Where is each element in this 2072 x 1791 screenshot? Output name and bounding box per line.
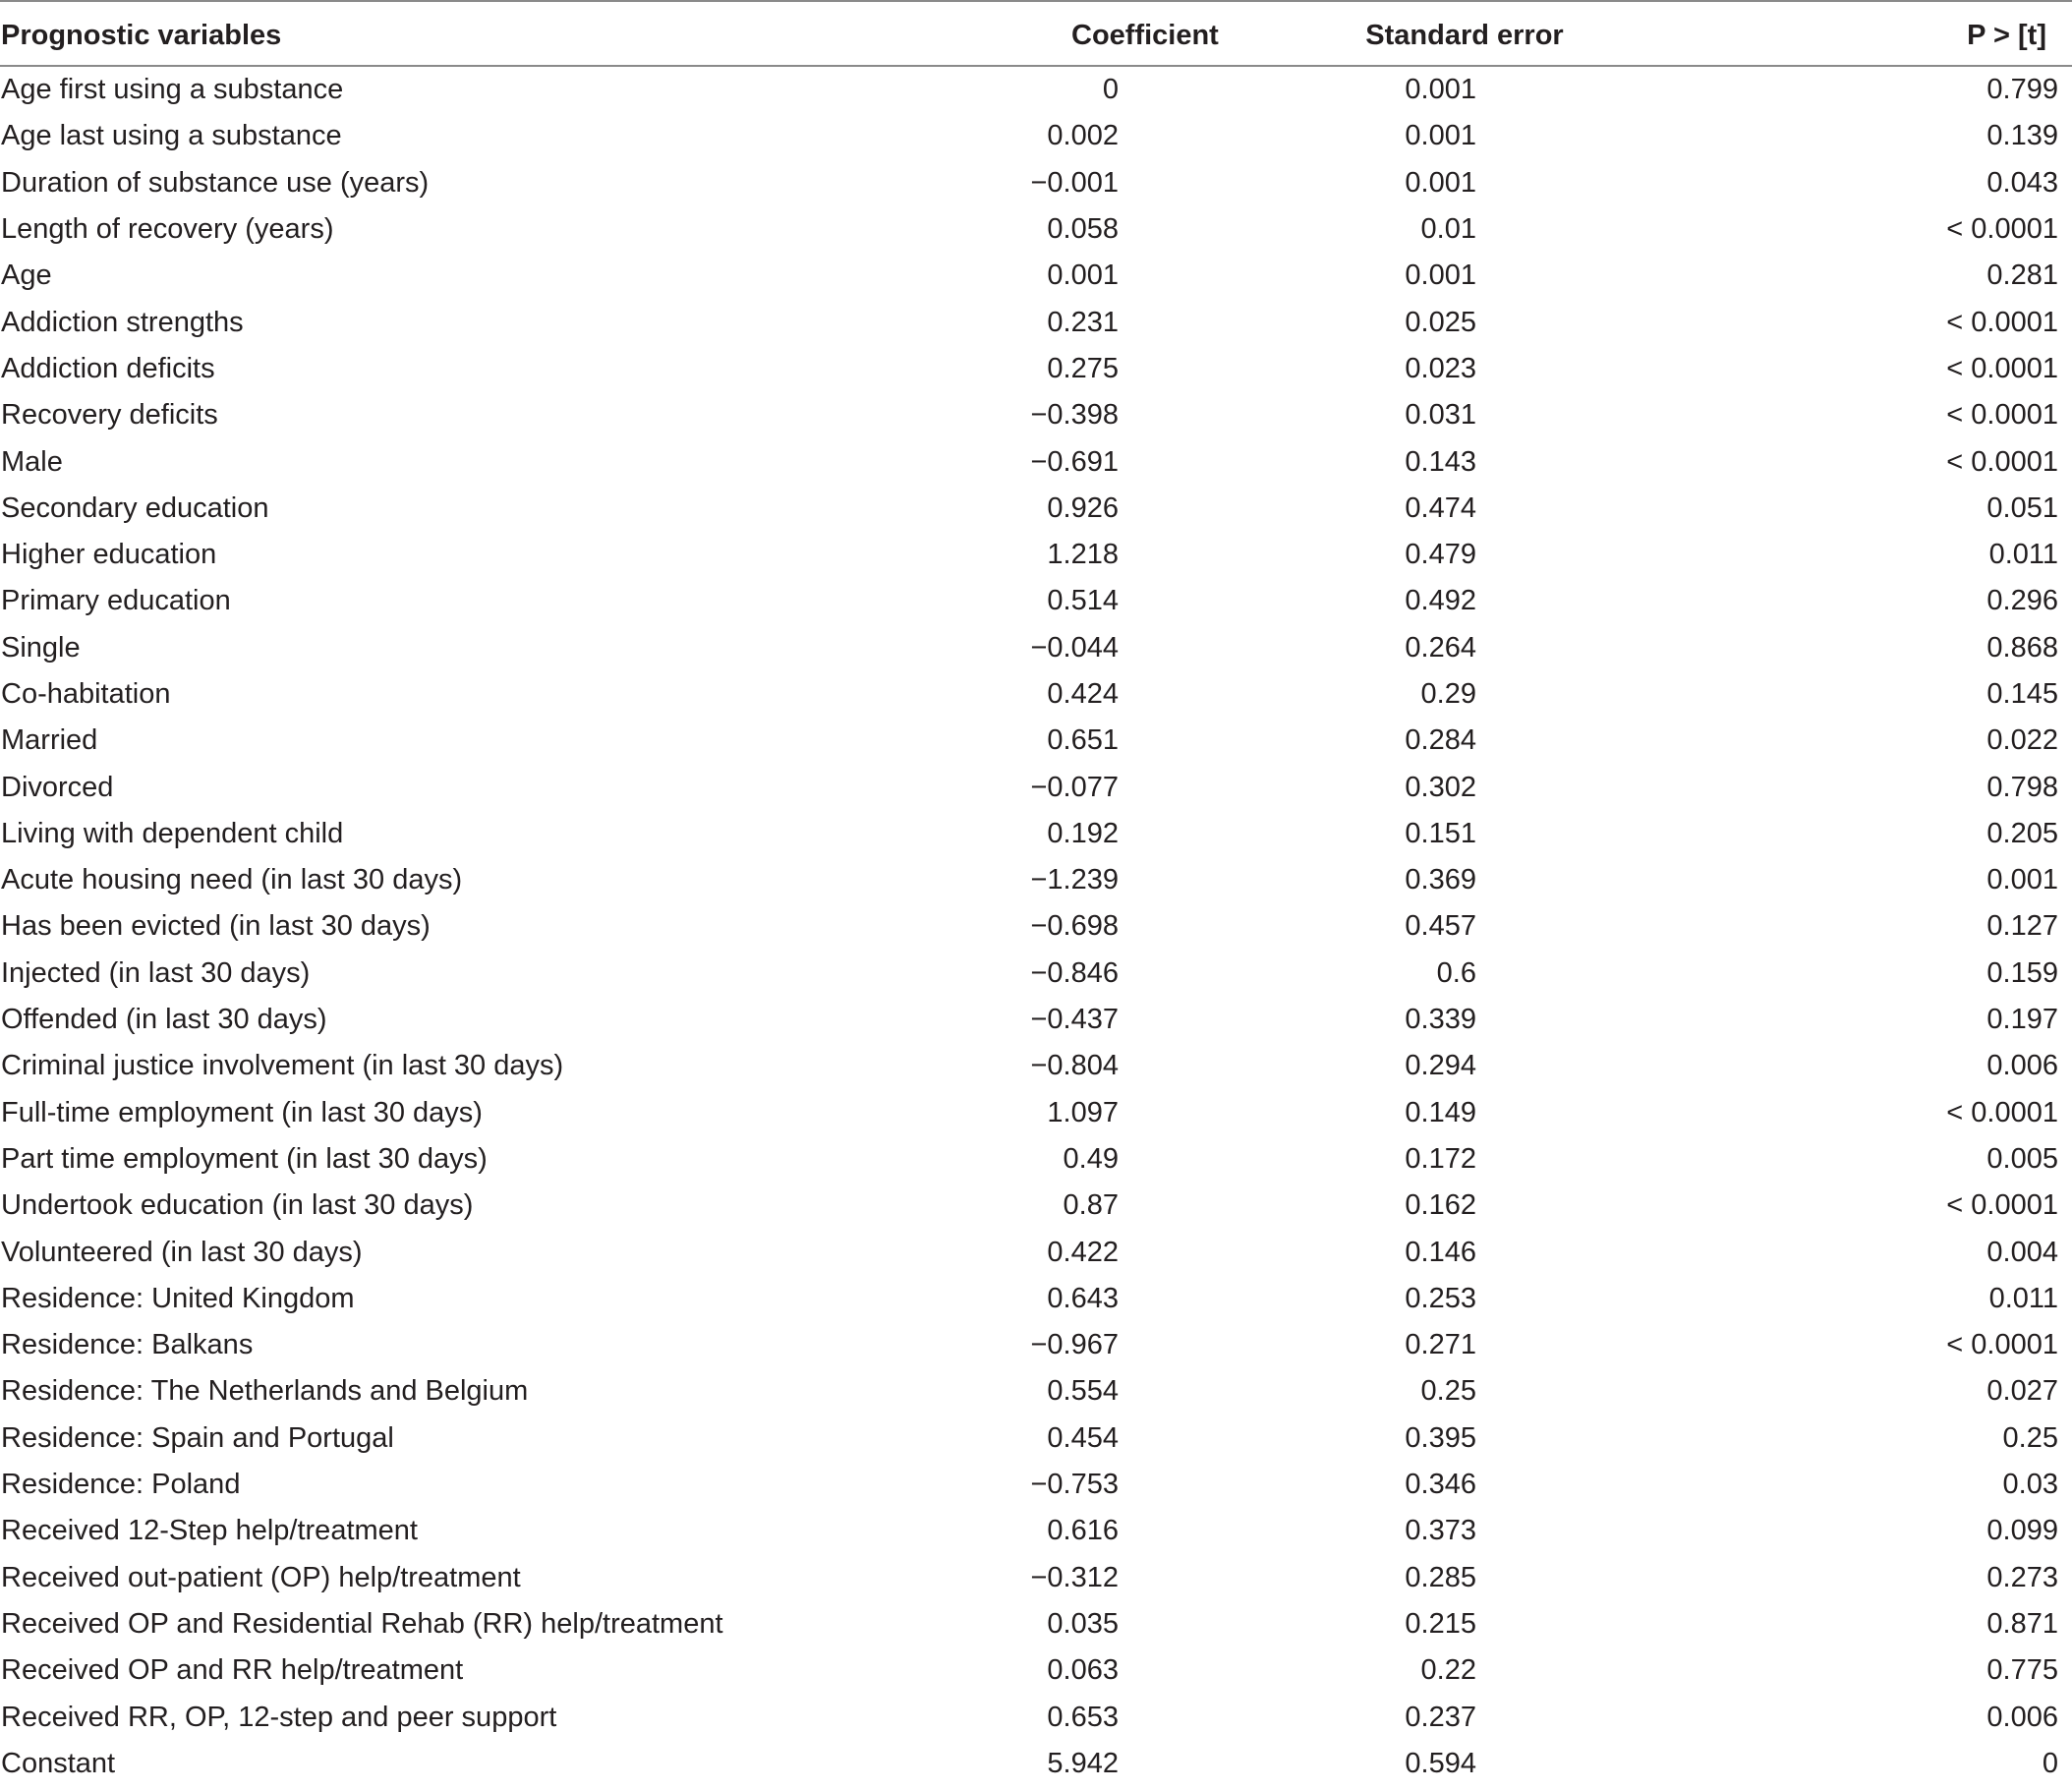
cell-coefficient: −0.001 <box>1030 166 1119 199</box>
header-standard-error: Standard error <box>1199 6 1671 66</box>
cell-p-value: 0.011 <box>1988 539 2058 571</box>
cell-variable: Volunteered (in last 30 days) <box>1 1236 363 1268</box>
cell-coefficient: 1.218 <box>1047 539 1119 571</box>
cell-p-value: 0.005 <box>1986 1142 2058 1175</box>
table-row <box>0 66 2072 113</box>
cell-variable: Addiction strengths <box>1 306 244 338</box>
cell-coefficient: 0.275 <box>1047 352 1119 384</box>
cell-standard-error: 0.285 <box>1405 1561 1476 1593</box>
cell-coefficient: 0.424 <box>1047 678 1119 710</box>
cell-variable: Primary education <box>1 585 231 617</box>
cell-p-value: 0 <box>2042 1747 2058 1779</box>
cell-p-value: 0.043 <box>1986 166 2058 199</box>
cell-standard-error: 0.143 <box>1405 445 1476 478</box>
table-row <box>0 1508 2072 1554</box>
cell-p-value: < 0.0001 <box>1946 1189 2058 1222</box>
cell-standard-error: 0.22 <box>1420 1654 1476 1687</box>
header-coefficient: Coefficient <box>944 6 1199 66</box>
cell-variable: Age first using a substance <box>1 74 344 106</box>
cell-variable: Living with dependent child <box>1 817 344 849</box>
cell-variable: Received RR, OP, 12-step and peer support <box>1 1701 557 1733</box>
cell-standard-error: 0.237 <box>1405 1701 1476 1733</box>
cell-variable: Higher education <box>1 539 217 571</box>
cell-standard-error: 0.395 <box>1405 1421 1476 1454</box>
table-row <box>0 578 2072 624</box>
cell-coefficient: 0.87 <box>1063 1189 1119 1222</box>
cell-coefficient: 0.231 <box>1047 306 1119 338</box>
cell-variable: Has been evicted (in last 30 days) <box>1 910 431 943</box>
cell-p-value: 0.006 <box>1986 1701 2058 1733</box>
table-row <box>0 671 2072 718</box>
cell-coefficient: 0.001 <box>1047 260 1119 292</box>
table-header <box>0 6 2072 66</box>
table-row <box>0 811 2072 857</box>
cell-variable: Co-habitation <box>1 678 171 710</box>
cell-coefficient: 0.616 <box>1047 1515 1119 1547</box>
cell-p-value: 0.159 <box>1986 956 2058 989</box>
cell-coefficient: −0.967 <box>1030 1329 1119 1361</box>
cell-coefficient: −0.804 <box>1030 1050 1119 1082</box>
table-row <box>0 1322 2072 1368</box>
cell-coefficient: −1.239 <box>1030 864 1119 896</box>
cell-standard-error: 0.594 <box>1405 1747 1476 1779</box>
cell-coefficient: −0.398 <box>1030 399 1119 432</box>
cell-p-value: 0.127 <box>1986 910 2058 943</box>
cell-coefficient: 0.514 <box>1047 585 1119 617</box>
cell-p-value: 0.004 <box>1986 1236 2058 1268</box>
cell-standard-error: 0.271 <box>1405 1329 1476 1361</box>
table-row <box>0 392 2072 438</box>
cell-p-value: 0.139 <box>1986 120 2058 152</box>
cell-variable: Residence: Spain and Portugal <box>1 1421 394 1454</box>
top-rule <box>0 0 2072 2</box>
cell-p-value: < 0.0001 <box>1946 1329 2058 1361</box>
cell-variable: Criminal justice involvement (in last 30 days) <box>1 1050 564 1082</box>
cell-standard-error: 0.294 <box>1405 1050 1476 1082</box>
cell-p-value: 0.273 <box>1986 1561 2058 1593</box>
cell-coefficient: 0.926 <box>1047 491 1119 524</box>
table-row <box>0 1415 2072 1462</box>
table-row <box>0 1136 2072 1183</box>
cell-variable: Length of recovery (years) <box>1 213 334 246</box>
cell-variable: Recovery deficits <box>1 399 218 432</box>
cell-coefficient: 0.035 <box>1047 1607 1119 1640</box>
cell-standard-error: 0.29 <box>1420 678 1476 710</box>
table-row <box>0 113 2072 159</box>
table-row <box>0 253 2072 299</box>
cell-coefficient: 0.651 <box>1047 724 1119 757</box>
cell-standard-error: 0.149 <box>1405 1096 1476 1128</box>
cell-standard-error: 0.001 <box>1405 260 1476 292</box>
cell-p-value: 0.775 <box>1986 1654 2058 1687</box>
cell-variable: Duration of substance use (years) <box>1 166 430 199</box>
cell-p-value: < 0.0001 <box>1946 445 2058 478</box>
cell-coefficient: 0.192 <box>1047 817 1119 849</box>
cell-variable: Injected (in last 30 days) <box>1 956 311 989</box>
table-row <box>0 764 2072 810</box>
table-row <box>0 903 2072 950</box>
table-row <box>0 1694 2072 1740</box>
table-row <box>0 1276 2072 1322</box>
cell-variable: Received OP and RR help/treatment <box>1 1654 464 1687</box>
cell-p-value: 0.145 <box>1986 678 2058 710</box>
table-row <box>0 1368 2072 1415</box>
cell-coefficient: 0 <box>1102 74 1119 106</box>
table-row <box>0 951 2072 997</box>
header-row <box>0 6 2072 66</box>
cell-p-value: < 0.0001 <box>1946 352 2058 384</box>
table-row <box>0 1647 2072 1694</box>
table-row <box>0 857 2072 903</box>
cell-variable: Received 12-Step help/treatment <box>1 1515 418 1547</box>
cell-p-value: 0.051 <box>1986 491 2058 524</box>
cell-p-value: 0.006 <box>1986 1050 2058 1082</box>
cell-p-value: 0.799 <box>1986 74 2058 106</box>
cell-coefficient: 0.002 <box>1047 120 1119 152</box>
cell-variable: Secondary education <box>1 491 269 524</box>
cell-coefficient: −0.312 <box>1030 1561 1119 1593</box>
cell-p-value: < 0.0001 <box>1946 306 2058 338</box>
cell-variable: Married <box>1 724 98 757</box>
cell-p-value: 0.027 <box>1986 1375 2058 1408</box>
cell-coefficient: 0.554 <box>1047 1375 1119 1408</box>
table-row <box>0 1229 2072 1275</box>
cell-standard-error: 0.01 <box>1420 213 1476 246</box>
cell-coefficient: 0.422 <box>1047 1236 1119 1268</box>
cell-standard-error: 0.253 <box>1405 1282 1476 1314</box>
cell-variable: Undertook education (in last 30 days) <box>1 1189 474 1222</box>
cell-variable: Full-time employment (in last 30 days) <box>1 1096 483 1128</box>
cell-variable: Constant <box>1 1747 116 1779</box>
cell-coefficient: 5.942 <box>1047 1747 1119 1779</box>
cell-p-value: 0.281 <box>1986 260 2058 292</box>
cell-variable: Single <box>1 631 81 664</box>
table-row <box>0 997 2072 1043</box>
cell-coefficient: 0.454 <box>1047 1421 1119 1454</box>
table-row <box>0 532 2072 578</box>
cell-standard-error: 0.162 <box>1405 1189 1476 1222</box>
cell-variable: Offended (in last 30 days) <box>1 1004 327 1036</box>
table-row <box>0 1601 2072 1647</box>
cell-variable: Age <box>1 260 52 292</box>
table-row <box>0 1741 2072 1787</box>
table-row <box>0 438 2072 485</box>
cell-p-value: 0.099 <box>1986 1515 2058 1547</box>
cell-variable: Acute housing need (in last 30 days) <box>1 864 463 896</box>
table-row <box>0 1462 2072 1508</box>
cell-standard-error: 0.031 <box>1405 399 1476 432</box>
cell-variable: Residence: Poland <box>1 1469 241 1501</box>
cell-p-value: < 0.0001 <box>1946 1096 2058 1128</box>
cell-standard-error: 0.369 <box>1405 864 1476 896</box>
cell-standard-error: 0.346 <box>1405 1469 1476 1501</box>
cell-standard-error: 0.479 <box>1405 539 1476 571</box>
cell-coefficient: −0.698 <box>1030 910 1119 943</box>
cell-standard-error: 0.6 <box>1436 956 1476 989</box>
cell-standard-error: 0.25 <box>1420 1375 1476 1408</box>
cell-p-value: 0.011 <box>1988 1282 2058 1314</box>
cell-standard-error: 0.264 <box>1405 631 1476 664</box>
cell-standard-error: 0.215 <box>1405 1607 1476 1640</box>
table-row <box>0 1183 2072 1229</box>
cell-coefficient: −0.077 <box>1030 771 1119 803</box>
cell-standard-error: 0.001 <box>1405 120 1476 152</box>
cell-p-value: 0.868 <box>1986 631 2058 664</box>
cell-p-value: 0.197 <box>1986 1004 2058 1036</box>
table-row <box>0 299 2072 345</box>
cell-standard-error: 0.339 <box>1405 1004 1476 1036</box>
cell-p-value: < 0.0001 <box>1946 213 2058 246</box>
cell-coefficient: 0.643 <box>1047 1282 1119 1314</box>
cell-p-value: 0.871 <box>1986 1607 2058 1640</box>
table-row <box>0 1043 2072 1089</box>
cell-variable: Part time employment (in last 30 days) <box>1 1142 488 1175</box>
cell-variable: Residence: Balkans <box>1 1329 254 1361</box>
table-row <box>0 346 2072 392</box>
table-body <box>0 66 2072 1787</box>
cell-standard-error: 0.151 <box>1405 817 1476 849</box>
cell-standard-error: 0.001 <box>1405 74 1476 106</box>
cell-variable: Addiction deficits <box>1 352 215 384</box>
cell-coefficient: −0.846 <box>1030 956 1119 989</box>
cell-p-value: 0.03 <box>2002 1469 2058 1501</box>
cell-variable: Residence: The Netherlands and Belgium <box>1 1375 529 1408</box>
cell-coefficient: 1.097 <box>1047 1096 1119 1128</box>
header-variable: Prognostic variables <box>0 6 944 66</box>
cell-p-value: 0.022 <box>1986 724 2058 757</box>
table-row <box>0 486 2072 532</box>
cell-standard-error: 0.373 <box>1405 1515 1476 1547</box>
cell-standard-error: 0.001 <box>1405 166 1476 199</box>
cell-standard-error: 0.023 <box>1405 352 1476 384</box>
cell-p-value: 0.798 <box>1986 771 2058 803</box>
cell-coefficient: 0.058 <box>1047 213 1119 246</box>
cell-standard-error: 0.172 <box>1405 1142 1476 1175</box>
table-row <box>0 1555 2072 1601</box>
cell-variable: Divorced <box>1 771 114 803</box>
cell-coefficient: 0.49 <box>1063 1142 1119 1175</box>
cell-variable: Received OP and Residential Rehab (RR) help/treatment <box>1 1607 723 1640</box>
cell-coefficient: −0.753 <box>1030 1469 1119 1501</box>
cell-coefficient: 0.063 <box>1047 1654 1119 1687</box>
cell-coefficient: 0.653 <box>1047 1701 1119 1733</box>
cell-p-value: < 0.0001 <box>1946 399 2058 432</box>
cell-p-value: 0.296 <box>1986 585 2058 617</box>
cell-standard-error: 0.302 <box>1405 771 1476 803</box>
cell-variable: Age last using a substance <box>1 120 342 152</box>
cell-variable: Residence: United Kingdom <box>1 1282 355 1314</box>
cell-standard-error: 0.457 <box>1405 910 1476 943</box>
cell-p-value: 0.001 <box>1986 864 2058 896</box>
header-p-value: P > [t] <box>1671 6 2072 66</box>
cell-standard-error: 0.025 <box>1405 306 1476 338</box>
table-row <box>0 206 2072 253</box>
cell-standard-error: 0.492 <box>1405 585 1476 617</box>
cell-p-value: 0.25 <box>2002 1421 2058 1454</box>
table-row <box>0 718 2072 764</box>
table-row <box>0 1090 2072 1136</box>
cell-coefficient: −0.044 <box>1030 631 1119 664</box>
table-row <box>0 625 2072 671</box>
regression-table <box>0 6 2072 1787</box>
cell-standard-error: 0.474 <box>1405 491 1476 524</box>
cell-variable: Received out-patient (OP) help/treatment <box>1 1561 521 1593</box>
cell-coefficient: −0.691 <box>1030 445 1119 478</box>
cell-coefficient: −0.437 <box>1030 1004 1119 1036</box>
cell-variable: Male <box>1 445 63 478</box>
cell-p-value: 0.205 <box>1986 817 2058 849</box>
cell-standard-error: 0.146 <box>1405 1236 1476 1268</box>
table-row <box>0 160 2072 206</box>
cell-standard-error: 0.284 <box>1405 724 1476 757</box>
